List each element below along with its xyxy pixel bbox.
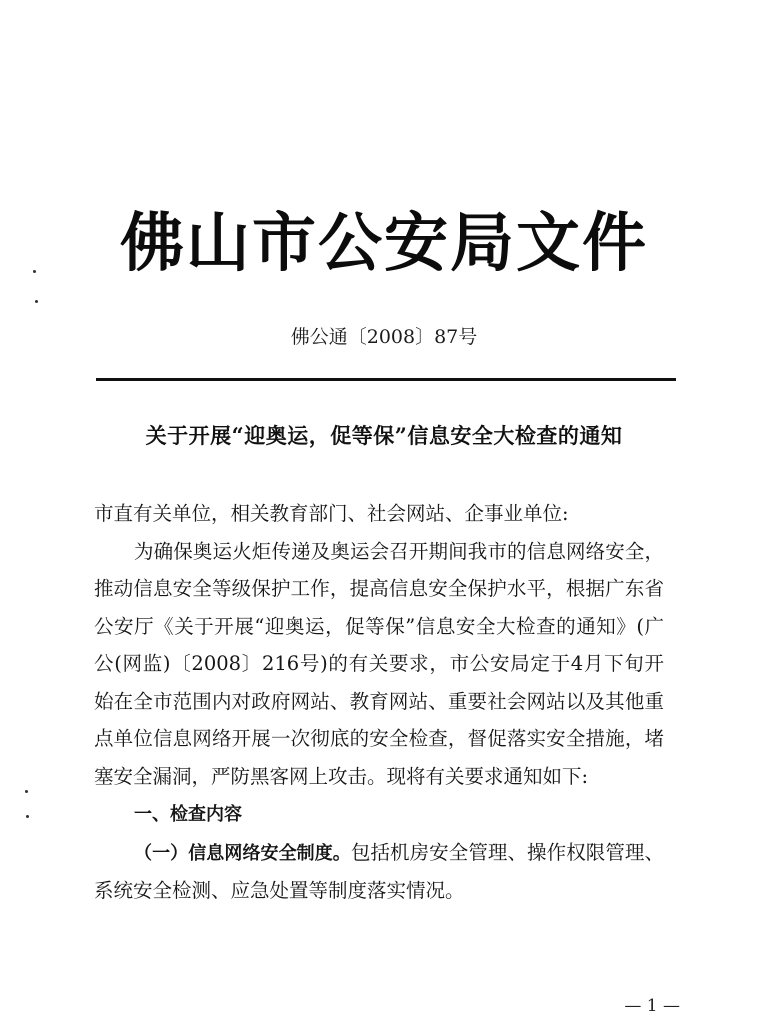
section-heading-text: 一、检查内容 <box>134 804 242 825</box>
check-item-text: 包括机房安全管理、操作权限管理、系统安全检测、应急处置等制度落实情况。 <box>94 840 664 902</box>
body-paragraph: 为确保奥运火炬传递及奥运会召开期间我市的信息网络安全，推动信息安全等级保护工作，提高信息安全保护水平，根据广东省公安厅《关于开展“迎奥运，促等保”信息安全大检查的通知》(广公(网监)〔2008〕216号)的有关要求，市公安局定于4月下旬开始在全市范围内对政府网站、教育网站、重要社会网站以及其他重点单位信息网络开展一次彻底的安全检查，督促落实安全措施，堵塞安全漏洞，严防黑客网上攻击。现将有关要求通知如下: <box>94 539 664 788</box>
header-divider <box>96 378 676 381</box>
section-heading <box>94 795 664 834</box>
page-number: — 1 — <box>624 996 680 1016</box>
scan-speck <box>26 815 29 818</box>
check-item <box>94 834 664 910</box>
scan-speck <box>25 790 28 793</box>
document-body <box>94 495 664 910</box>
notice-title: 关于开展“迎奥运，促等保”信息安全大检查的通知 <box>145 423 623 448</box>
document-masthead: 佛山市公安局文件 <box>120 206 648 281</box>
check-item-label: （一）信息网络安全制度。 <box>134 842 351 864</box>
salutation: 市直有关单位，相关教育部门、社会网站、企事业单位: <box>94 502 569 525</box>
document-number: 佛公通〔2008〕87号 <box>290 326 478 348</box>
scan-speck <box>33 270 36 273</box>
scan-speck <box>35 300 38 303</box>
